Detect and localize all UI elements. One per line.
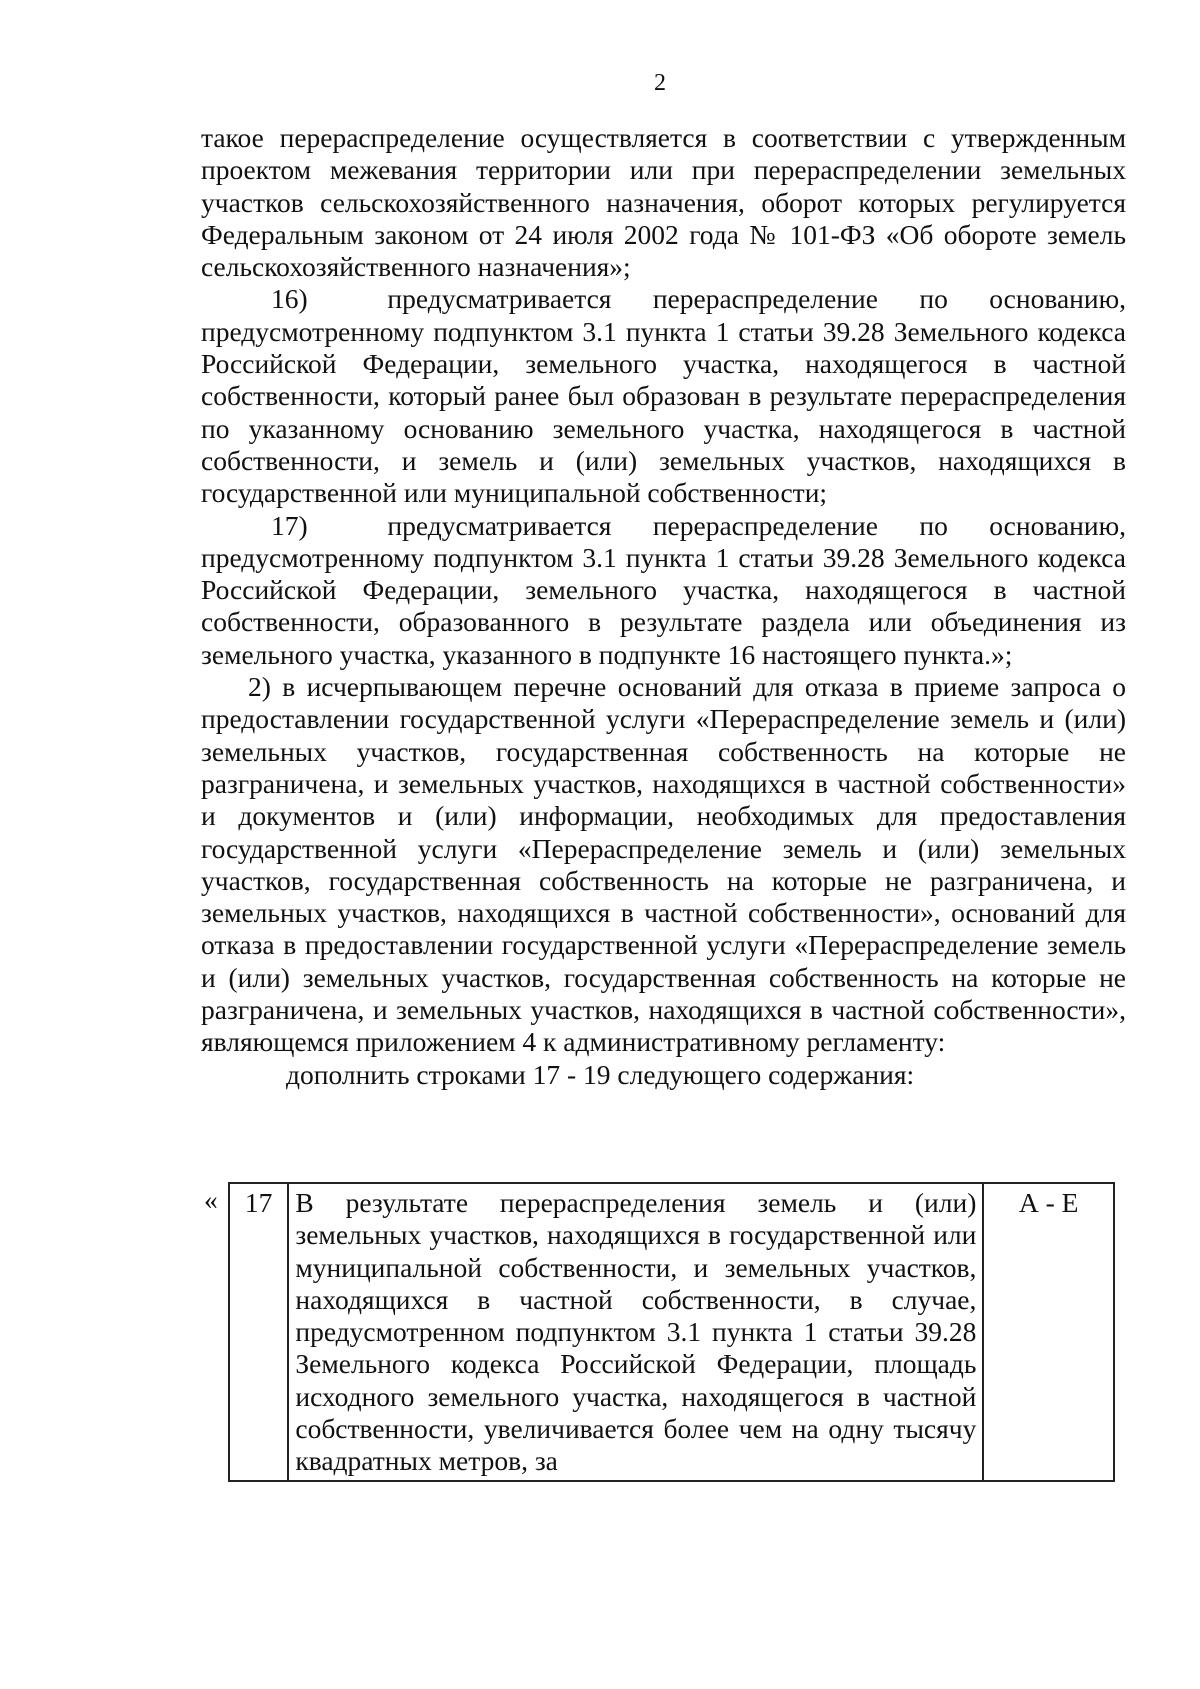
item-2: 2) в исчерпывающем перечне оснований для отказа в приеме запроса о предоставлении государственной услуги «Перераспределение земель и (или) земельных участков, государственная собственность на которые не разграничена, и земельных участков, находящихся в частной собственности» и документов и (или) информации, необходимых для предоставления государственной услуги «Перераспределение земель и (или) земельных участков, государственная собственность на которые не разграничена, и земельных участков, находящихся в частной собственности», оснований для отказа в предоставлении государственной услуги «Перераспределение земель и (или) земельных участков, государственная собственность на которые не разграничена, и земельных участков, находящихся в частной собственности», являющемся приложением 4 к административному регламенту: <box>201 671 1126 1058</box>
subitem-16 <box>201 283 1126 509</box>
document-body <box>201 122 1126 1091</box>
table-open-quote: « <box>204 1184 218 1215</box>
row-number: 17 <box>229 1183 288 1481</box>
subitem-17 <box>201 510 1126 671</box>
page-number: 2 <box>654 70 666 96</box>
subitem-17-number: 17) <box>271 509 308 541</box>
subitem-16-number: 16) <box>271 283 308 315</box>
row-code: А - Е <box>983 1183 1114 1481</box>
table-row <box>229 1183 1114 1481</box>
paragraph-continuation: такое перераспределение осуществляется в соответствии с утвержденным проектом межевания территории или при перераспределении земельных участков сельскохозяйственного назначения, оборот которых регулируется Федеральным законом от 24 июля 2002 года № 101-ФЗ «Об обороте земель сельскохозяйственного назначения»; <box>201 122 1126 283</box>
subitem-17-text: предусматривается перераспределение по основанию, предусмотренному подпунктом 3.1 пункта 1 статьи 39.28 Земельного кодекса Российской Федерации, земельного участка, находящегося в частной собственности, образованного в результате раздела или объединения из земельного участка, указанного в подпункте 16 настоящего пункта.»; <box>201 509 1127 670</box>
subitem-16-text: предусматривается перераспределение по основанию, предусмотренному подпунктом 3.1 пункта 1 статьи 39.28 Земельного кодекса Российской Федерации, земельного участка, находящегося в частной собственности, который ранее был образован в результате перераспределения по указанному основанию земельного участка, находящегося в частной собственности, и земель и (или) земельных участков, находящихся в государственной или муниципальной собственности; <box>201 283 1127 509</box>
row-text: В результате перераспределения земель и (или) земельных участков, находящихся в государственной или муниципальной собственности, и земельных участков, находящихся в частной собственности, в случае, предусмотренном подпунктом 3.1 пункта 1 статьи 39.28 Земельного кодекса Российской Федерации, площадь исходного земельного участка, находящегося в частной собственности, увеличивается более чем на одну тысячу квадратных метров, за <box>288 1183 983 1481</box>
appendix-table <box>228 1182 1115 1482</box>
amendment-lead: дополнить строками 17 - 19 следующего содержания: <box>286 1058 915 1090</box>
